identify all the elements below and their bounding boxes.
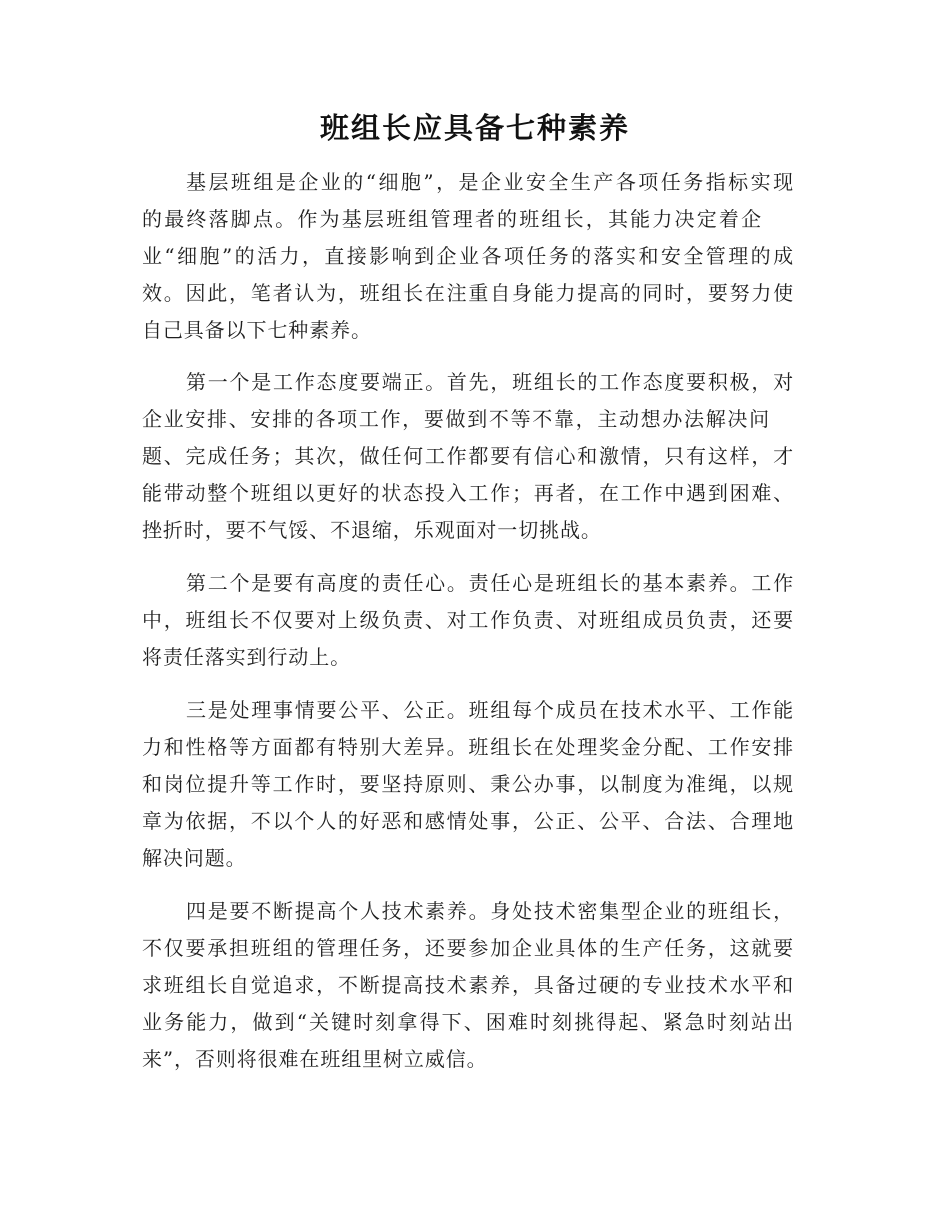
paragraph-responsibility	[142, 565, 794, 676]
paragraph-line: 第二个是要有高度的责任心。责任心是班组长的基本素养。工作	[186, 571, 794, 595]
paragraph-technical-skills	[142, 893, 794, 1078]
paragraph-line: 的最终落脚点。作为基层班组管理者的班组长，其能力决定着企	[142, 207, 762, 231]
paragraph-line: 三是处理事情要公平、公正。班组每个成员在技术水平、工作能	[186, 698, 794, 722]
paragraph-line: 求班组长自觉追求，不断提高技术素养，具备过硬的专业技术水平和	[142, 973, 794, 997]
paragraph-line: 中，班组长不仅要对上级负责、对工作负责、对班组成员负责，还要	[142, 608, 794, 632]
paragraph-line: 力和性格等方面都有特别大差异。班组长在处理奖金分配、工作安排	[142, 735, 794, 759]
paragraph-work-attitude	[142, 364, 794, 549]
paragraph-fairness	[142, 692, 794, 877]
paragraph-line: 第一个是工作态度要端正。首先，班组长的工作态度要积极，对	[186, 370, 794, 394]
paragraph-line: 来”，否则将很难在班组里树立威信。	[142, 1047, 488, 1071]
paragraph-line: 解决问题。	[142, 846, 247, 870]
paragraph-line: 效。因此，笔者认为，班组长在注重自身能力提高的同时，要努力使	[142, 281, 794, 305]
document-title: 班组长应具备七种素养	[319, 111, 630, 145]
paragraph-line: 四是要不断提高个人技术素养。身处技术密集型企业的班组长，	[186, 899, 794, 923]
paragraph-line: 业“细胞”的活力，直接影响到企业各项任务的落实和安全管理的成	[142, 244, 794, 268]
paragraph-line: 题、完成任务；其次，做任何工作都要有信心和激情，只有这样，才	[142, 444, 794, 468]
paragraph-intro	[142, 164, 794, 349]
paragraph-line: 挫折时，要不气馁、不退缩，乐观面对一切挑战。	[142, 518, 602, 542]
paragraph-line: 能带动整个班组以更好的状态投入工作；再者，在工作中遇到困难、	[142, 481, 794, 505]
paragraph-line: 章为依据，不以个人的好恶和感情处事，公正、公平、合法、合理地	[142, 809, 794, 833]
paragraph-line: 和岗位提升等工作时，要坚持原则、秉公办事，以制度为准绳，以规	[142, 772, 794, 796]
paragraph-line: 基层班组是企业的“细胞”，是企业安全生产各项任务指标实现	[186, 170, 794, 194]
paragraph-line: 业务能力，做到“关键时刻拿得下、困难时刻挑得起、紧急时刻站出	[142, 1010, 794, 1034]
paragraph-line: 不仅要承担班组的管理任务，还要参加企业具体的生产任务，这就要	[142, 936, 794, 960]
paragraph-line: 将责任落实到行动上。	[142, 645, 351, 669]
paragraph-line: 自己具备以下七种素养。	[142, 318, 372, 342]
paragraph-line: 企业安排、安排的各项工作，要做到不等不靠，主动想办法解决问	[142, 407, 770, 431]
